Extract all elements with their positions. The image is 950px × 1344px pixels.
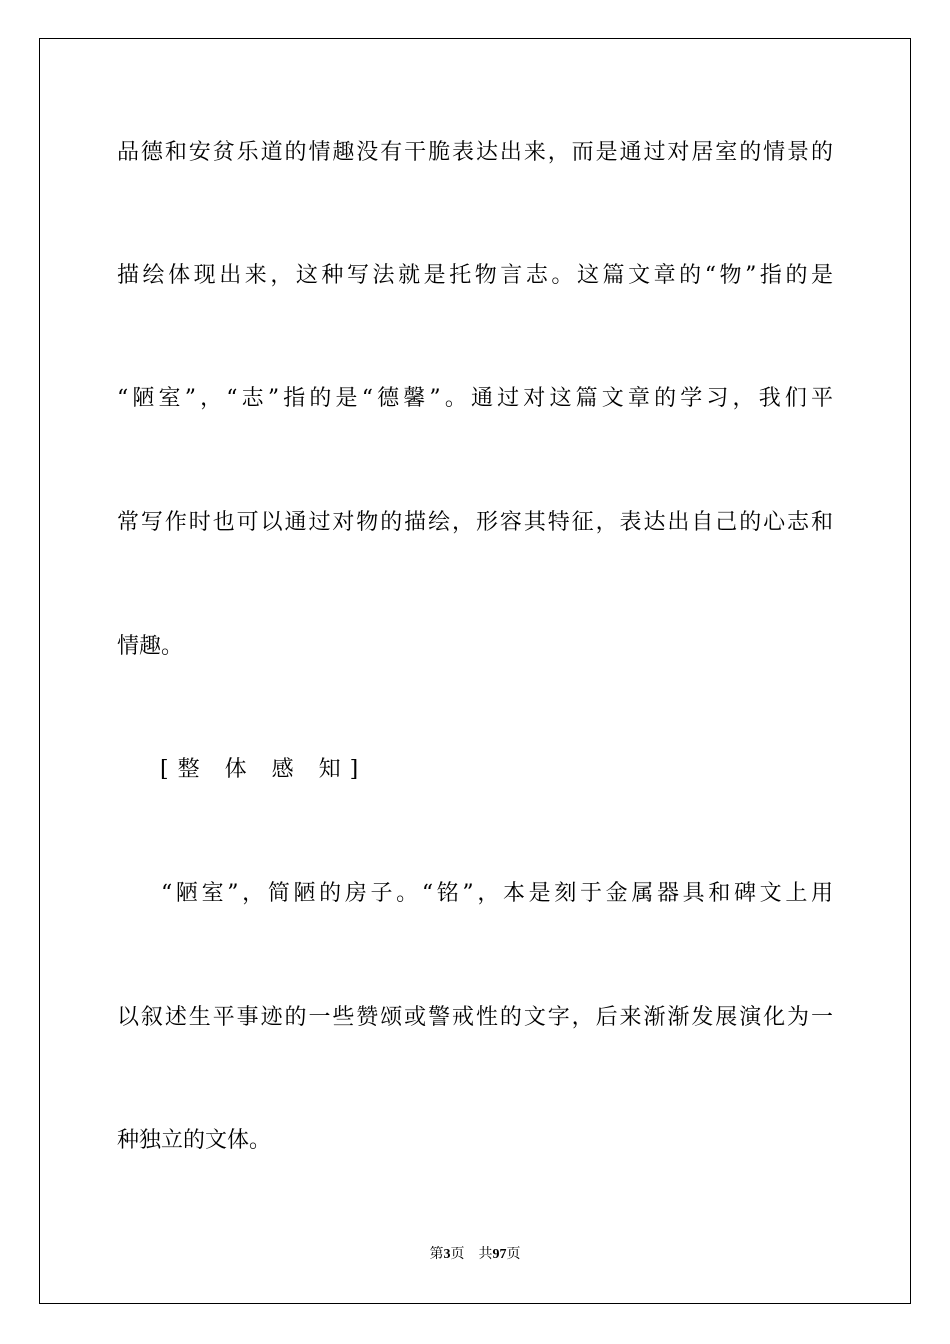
footer-page-prefix: 第 bbox=[429, 1247, 444, 1262]
paragraph2-line-1: “陋室”，简陋的房子。“铭”，本是刻于金属器具和碑文上用 bbox=[161, 881, 833, 906]
body-line-4: 常写作时也可以通过对物的描绘，形容其特征，表达出自己的心志和 bbox=[117, 510, 833, 535]
footer-total-pages: 97 bbox=[492, 1247, 507, 1262]
footer-total-prefix: 共 bbox=[478, 1247, 493, 1262]
paragraph2-line-2: 以叙述生平事迹的一些赞颂或警戒性的文字，后来渐渐发展演化为一 bbox=[117, 1005, 833, 1030]
body-line-3: “陋室”，“志”指的是“德馨”。通过对这篇文章的学习，我们平 bbox=[117, 386, 833, 411]
footer-total-suffix: 页 bbox=[506, 1247, 521, 1262]
page-border bbox=[39, 38, 911, 1304]
paragraph2-line-3: 种独立的文体。 bbox=[117, 1128, 272, 1153]
body-line-1: 品德和安贫乐道的情趣没有干脆表达出来，而是通过对居室的情景的 bbox=[117, 140, 833, 165]
body-line-2: 描绘体现出来，这种写法就是托物言志。这篇文章的“物”指的是 bbox=[117, 263, 833, 288]
page-footer bbox=[0, 1246, 950, 1264]
section-heading: [整 体 感 知] bbox=[160, 757, 368, 782]
footer-page-number: 3 bbox=[443, 1247, 451, 1262]
body-line-5: 情趣。 bbox=[117, 634, 184, 659]
footer-page-suffix: 页 bbox=[450, 1247, 465, 1262]
